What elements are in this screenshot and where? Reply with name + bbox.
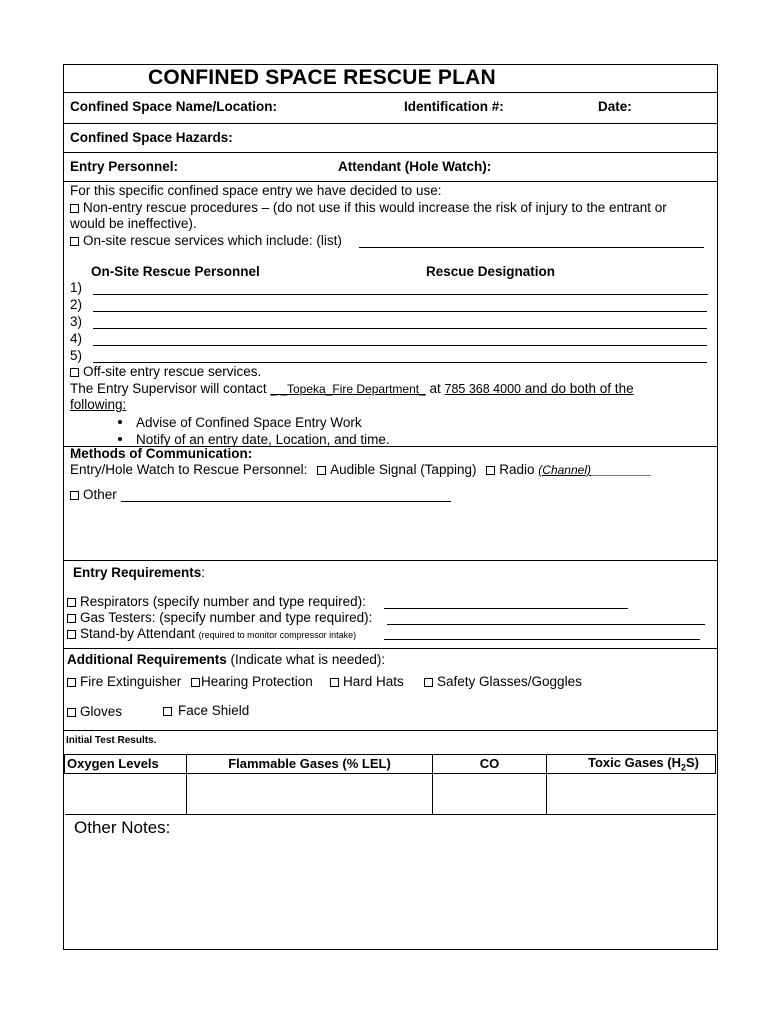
contact-following: following: — [70, 397, 127, 412]
bullet-item-1 — [118, 415, 362, 430]
entry-requirements-section — [64, 561, 717, 649]
date-label: Date: — [598, 99, 632, 114]
personnel-line-3[interactable] — [93, 328, 707, 329]
rescue-plan-form — [63, 64, 718, 950]
communication-section — [64, 447, 717, 561]
personnel-number-1: 1) — [70, 280, 83, 295]
other-comm-label: Other — [83, 487, 117, 502]
standby-item — [67, 626, 356, 641]
toxic-value-cell[interactable] — [547, 773, 716, 814]
hazards-row — [64, 124, 717, 153]
option-off-site — [70, 364, 261, 379]
name-location-label: Confined Space Name/Location: — [70, 99, 278, 114]
gloves-checkbox[interactable] — [67, 708, 76, 717]
on-site-checkbox[interactable] — [70, 237, 79, 246]
hazards-label: Confined Space Hazards: — [70, 130, 233, 145]
title-row — [64, 65, 717, 93]
fire-extinguisher-item — [67, 674, 181, 689]
communication-prefix: Entry/Hole Watch to Rescue Personnel: — [70, 462, 308, 477]
contact-phone[interactable]: 785 368 4000 — [444, 382, 521, 396]
face-shield-checkbox[interactable] — [163, 707, 172, 716]
safety-glasses-item — [424, 674, 582, 689]
rescue-section — [64, 182, 717, 447]
co-value-cell[interactable] — [433, 773, 547, 814]
hard-hats-item — [330, 674, 404, 689]
face-shield-item — [163, 703, 249, 718]
standby-label: Stand-by Attendant — [80, 626, 195, 641]
off-site-text: Off-site entry rescue services. — [83, 364, 262, 379]
standby-note: (required to monitor compressor intake) — [198, 630, 357, 640]
radio-checkbox[interactable] — [486, 466, 495, 475]
personnel-line-4[interactable] — [93, 345, 707, 346]
standby-checkbox[interactable] — [67, 630, 76, 639]
non-entry-text: Non-entry rescue procedures – (do not use if this would increase the risk of injury to the entrant or — [83, 200, 667, 215]
other-comm-line[interactable] — [121, 501, 451, 502]
channel-blank[interactable]: ________ — [591, 462, 652, 477]
hearing-protection-item — [191, 674, 313, 689]
toxic-label: Toxic Gases (H — [588, 755, 681, 770]
tests-col-oxygen: Oxygen Levels — [65, 755, 187, 774]
non-entry-checkbox[interactable] — [70, 204, 79, 213]
page-title: CONFINED SPACE RESCUE PLAN — [148, 66, 496, 89]
entry-requirements-colon: : — [201, 565, 206, 580]
option-on-site — [70, 233, 342, 248]
communication-line — [70, 462, 651, 477]
fire-extinguisher-label: Fire Extinguisher — [80, 674, 182, 689]
hearing-protection-label: Hearing Protection — [201, 674, 313, 689]
other-notes-heading: Other Notes: — [74, 818, 171, 837]
bullet-text-2: Notify of an entry date, Location, and time. — [136, 432, 390, 447]
bullet-dot-icon — [118, 420, 122, 424]
off-site-checkbox[interactable] — [70, 368, 79, 377]
additional-section — [64, 649, 717, 731]
personnel-line-1[interactable] — [93, 294, 708, 295]
rescue-intro: For this specific confined space entry we have decided to use: — [70, 183, 442, 198]
additional-heading: Additional Requirements — [67, 652, 227, 667]
tests-col-toxic — [547, 755, 716, 774]
respirators-line[interactable] — [384, 608, 628, 609]
gas-testers-item — [67, 610, 372, 625]
hard-hats-checkbox[interactable] — [330, 678, 339, 687]
gas-testers-label: Gas Testers: (specify number and type required): — [80, 610, 373, 625]
entry-personnel-label: Entry Personnel: — [70, 159, 179, 174]
non-entry-text-cont: would be ineffective). — [70, 216, 197, 231]
safety-glasses-checkbox[interactable] — [424, 678, 433, 687]
personnel-number-3: 3) — [70, 314, 83, 329]
bullet-item-2 — [118, 432, 390, 447]
respirators-label: Respirators (specify number and type required): — [80, 594, 366, 609]
communication-heading: Methods of Communication: — [70, 446, 253, 461]
bullet-dot-icon — [118, 437, 122, 441]
contact-line — [70, 381, 634, 396]
personnel-line-2[interactable] — [93, 311, 707, 312]
safety-glasses-label: Safety Glasses/Goggles — [437, 674, 582, 689]
hard-hats-label: Hard Hats — [343, 674, 404, 689]
toxic-subscript: 2 — [680, 762, 686, 773]
radio-label: Radio — [499, 462, 535, 477]
contact-suffix: and do both of the — [520, 381, 634, 396]
personnel-number-5: 5) — [70, 348, 83, 363]
personnel-line-5[interactable] — [93, 362, 707, 363]
audible-checkbox[interactable] — [317, 466, 326, 475]
entry-requirements-title — [73, 565, 205, 580]
entry-requirements-heading: Entry Requirements — [73, 565, 202, 580]
contact-name[interactable]: _ _Topeka_Fire Department_ — [270, 382, 426, 396]
on-site-list-line[interactable] — [359, 247, 704, 248]
other-notes-area[interactable] — [64, 845, 714, 945]
flammable-value-cell[interactable] — [187, 773, 433, 814]
additional-title — [67, 652, 385, 667]
tests-col-co: CO — [433, 755, 547, 774]
personnel-header: On-Site Rescue Personnel — [91, 264, 260, 279]
contact-at: at — [425, 381, 445, 396]
bullet-text-1: Advise of Confined Space Entry Work — [136, 415, 362, 430]
respirators-item — [67, 594, 366, 609]
other-comm-checkbox[interactable] — [70, 491, 79, 500]
gas-testers-line[interactable] — [387, 624, 705, 625]
fire-extinguisher-checkbox[interactable] — [67, 678, 76, 687]
face-shield-label: Face Shield — [178, 703, 250, 718]
gloves-item — [67, 704, 122, 719]
personnel-number-2: 2) — [70, 297, 83, 312]
channel-label: (Channel) — [538, 463, 591, 477]
standby-line[interactable] — [384, 639, 700, 640]
personnel-row — [64, 153, 717, 182]
respirators-checkbox[interactable] — [67, 598, 76, 607]
tests-table — [64, 754, 716, 815]
personnel-number-4: 4) — [70, 331, 83, 346]
hearing-protection-checkbox[interactable] — [191, 678, 200, 687]
audible-label: Audible Signal (Tapping) — [330, 462, 477, 477]
oxygen-value-cell[interactable] — [65, 773, 187, 814]
option-non-entry — [70, 200, 667, 215]
tests-value-row — [65, 773, 716, 814]
additional-note: (Indicate what is needed): — [226, 652, 386, 667]
gas-testers-checkbox[interactable] — [67, 614, 76, 623]
other-comm — [70, 487, 117, 502]
gloves-label: Gloves — [80, 704, 123, 719]
toxic-end: S) — [686, 755, 699, 770]
contact-prefix: The Entry Supervisor will contact — [70, 381, 271, 396]
attendant-label: Attendant (Hole Watch): — [338, 159, 492, 174]
identification-label: Identification #: — [404, 99, 504, 114]
on-site-text: On-site rescue services which include: (list) — [83, 233, 342, 248]
tests-col-flammable: Flammable Gases (% LEL) — [187, 755, 433, 774]
designation-header: Rescue Designation — [426, 264, 556, 279]
name-id-date-row — [64, 93, 717, 124]
tests-heading: Initial Test Results. — [66, 735, 157, 746]
tests-header-row — [65, 755, 716, 774]
